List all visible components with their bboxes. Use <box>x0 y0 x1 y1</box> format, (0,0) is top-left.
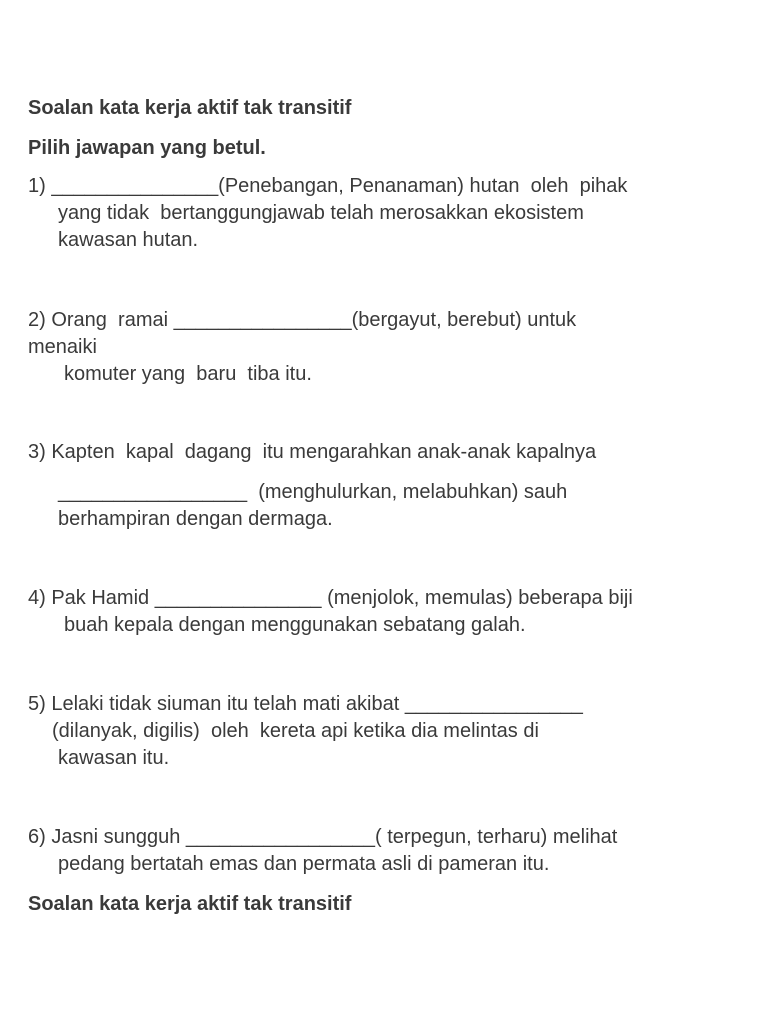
question-4-line-1: 4) Pak Hamid _______________ (menjolok, memulas) beberapa biji <box>28 587 633 609</box>
question-4-line-2: buah kepala dengan menggunakan sebatang galah. <box>64 614 526 636</box>
worksheet-title: Soalan kata kerja aktif tak transitif <box>28 97 352 119</box>
question-3-line-1: 3) Kapten kapal dagang itu mengarahkan anak-anak kapalnya <box>28 441 597 463</box>
worksheet-instruction: Pilih jawapan yang betul. <box>28 137 266 159</box>
question-6-line-2: pedang bertatah emas dan permata asli di pameran itu. <box>58 853 550 875</box>
question-2-line-1: 2) Orang ramai ________________(bergayut, berebut) untuk <box>28 309 577 331</box>
question-2-line-2: menaiki <box>28 336 97 358</box>
question-5-line-2: (dilanyak, digilis) oleh kereta api ketika dia melintas di <box>52 720 539 742</box>
question-1-line-1: 1) _______________(Penebangan, Penanaman) hutan oleh pihak <box>28 175 628 197</box>
question-2-line-3: komuter yang baru tiba itu. <box>64 363 312 385</box>
question-6-line-1: 6) Jasni sungguh _________________( terpegun, terharu) melihat <box>28 826 618 848</box>
question-3-line-2: _________________ (menghulurkan, melabuhkan) sauh <box>58 481 568 503</box>
worksheet-footer-title: Soalan kata kerja aktif tak transitif <box>28 893 352 915</box>
question-3-line-3: berhampiran dengan dermaga. <box>58 508 333 530</box>
question-5-line-1: 5) Lelaki tidak siuman itu telah mati akibat ________________ <box>28 693 583 715</box>
question-1-line-2: yang tidak bertanggungjawab telah merosakkan ekosistem <box>58 202 584 224</box>
question-1-line-3: kawasan hutan. <box>58 229 199 251</box>
question-5-line-3: kawasan itu. <box>58 747 170 769</box>
